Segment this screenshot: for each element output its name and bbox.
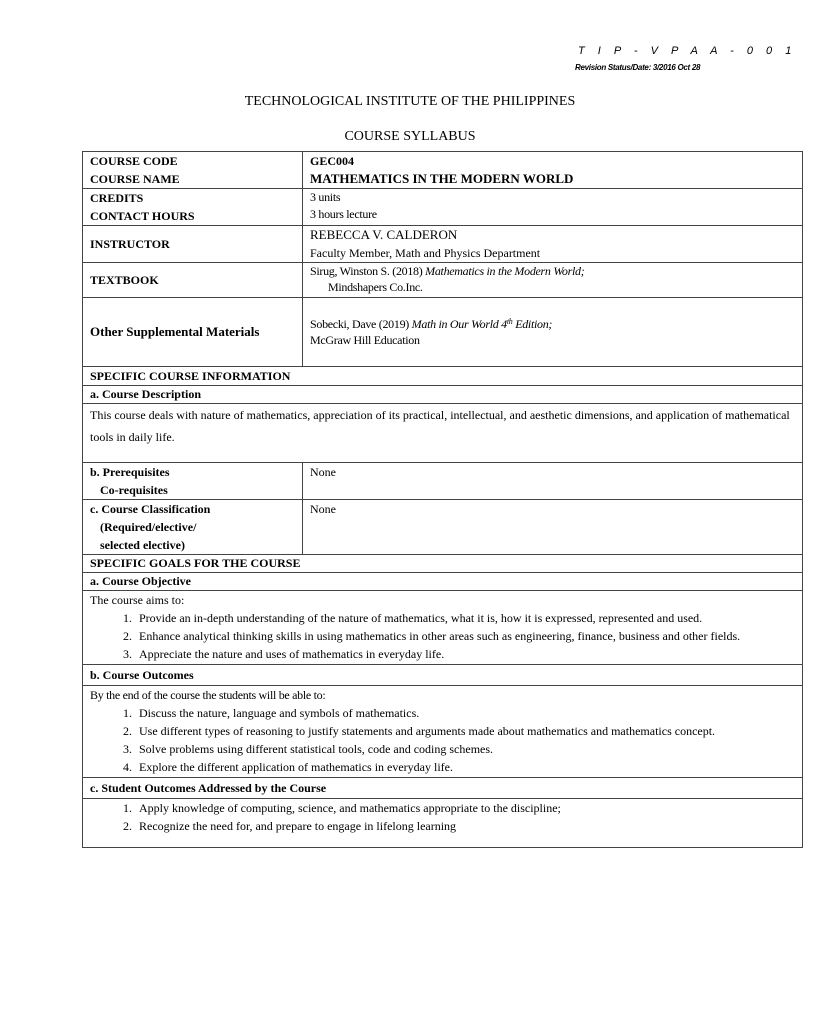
supplemental-title: Math in Our World 4	[411, 317, 507, 331]
corequisites-label: Co-requisites	[100, 483, 168, 497]
course-code-label: COURSE CODE	[90, 154, 178, 168]
institution-name: TECHNOLOGICAL INSTITUTE OF THE PHILIPPINES	[244, 94, 576, 109]
course-information-heading-row	[83, 367, 803, 386]
course-outcomes-label: b. Course Outcomes	[83, 665, 803, 686]
student-outcomes-row	[83, 799, 803, 848]
classification-label-line2: (Required/elective/	[100, 520, 197, 534]
course-outcomes-intro: By the end of the course the students will be able to:	[90, 688, 326, 702]
course-objective-label: a. Course Objective	[83, 573, 803, 591]
textbook-row	[83, 263, 803, 298]
student-outcome-item: 2. Recognize the need for, and prepare to engage in lifelong learning	[135, 817, 802, 835]
credits-value: 3 units	[310, 190, 341, 204]
document-code: T I P - V P A A - 0 0 1	[578, 45, 797, 57]
document-title: COURSE SYLLABUS	[344, 129, 476, 144]
course-objective-cell	[83, 591, 803, 665]
course-objective-item: 3. Appreciate the nature and uses of mathematics in everyday life.	[135, 645, 802, 663]
course-outcomes-row	[83, 686, 803, 778]
prerequisites-label-cell	[83, 463, 303, 500]
course-outcome-item: 4. Explore the different application of mathematics in everyday life.	[135, 758, 742, 776]
course-outcome-item: 1. Discuss the nature, language and symbols of mathematics.	[135, 704, 742, 722]
course-description-text: This course deals with nature of mathematics, appreciation of its practical, intellectual, and aesthetic dimensions, and application of mathematical tools in daily life.	[83, 404, 803, 463]
course-name-value: MATHEMATICS IN THE MODERN WORLD	[310, 171, 574, 186]
supplemental-label: Other Supplemental Materials	[83, 298, 303, 367]
prerequisites-value: None	[303, 463, 803, 500]
course-objective-row	[83, 591, 803, 665]
supplemental-title-superscript: th	[506, 317, 513, 326]
course-objective-list	[90, 609, 802, 663]
classification-label-line3: selected elective)	[100, 538, 185, 552]
credits-label: CREDITS	[90, 191, 144, 205]
course-outcomes-list	[90, 704, 742, 776]
course-objective-item: 2. Enhance analytical thinking skills in using mathematics in other areas such as engineering, finance, business and other fields.	[135, 627, 802, 645]
course-code-label-cell	[83, 152, 303, 189]
revision-status: Revision Status/Date: 3/2016 Oct 28	[575, 63, 701, 72]
course-code-value-cell	[303, 152, 803, 189]
textbook-publisher: Mindshapers Co.Inc.	[328, 280, 423, 294]
supplemental-title-edition: Edition;	[512, 317, 553, 331]
course-goals-heading-row	[83, 555, 803, 573]
textbook-citation	[310, 263, 802, 279]
supplemental-row	[83, 298, 803, 367]
credits-value-cell	[303, 189, 803, 226]
course-outcome-item: 2. Use different types of reasoning to justify statements and arguments made about mathematics and mathematics concept.	[135, 722, 742, 740]
student-outcomes-list	[90, 799, 802, 835]
textbook-value-cell	[303, 263, 803, 298]
instructor-name: REBECCA V. CALDERON	[310, 227, 458, 242]
course-objective-intro: The course aims to:	[90, 593, 185, 607]
course-objective-label-row	[83, 573, 803, 591]
course-goals-heading: SPECIFIC GOALS FOR THE COURSE	[83, 555, 803, 573]
course-outcomes-cell	[83, 686, 803, 778]
textbook-title: Mathematics in the Modern World;	[425, 264, 585, 278]
course-description-label: a. Course Description	[83, 386, 803, 404]
textbook-label: TEXTBOOK	[83, 263, 303, 298]
course-description-row	[83, 404, 803, 463]
student-outcome-item: 1. Apply knowledge of computing, science, and mathematics appropriate to the discipline;	[135, 799, 802, 817]
instructor-row	[83, 226, 803, 263]
credits-label-cell	[83, 189, 303, 226]
supplemental-value-cell	[303, 298, 803, 367]
course-outcomes-label-row	[83, 665, 803, 686]
instructor-value-cell	[303, 226, 803, 263]
supplemental-publisher: McGraw Hill Education	[310, 333, 420, 347]
course-information-heading: SPECIFIC COURSE INFORMATION	[83, 367, 803, 386]
course-objective-item: 1. Provide an in-depth understanding of the nature of mathematics, what it is, how it is expressed, represented and used.	[135, 609, 802, 627]
credits-row	[83, 189, 803, 226]
prerequisites-row	[83, 463, 803, 500]
supplemental-author: Sobecki, Dave (2019)	[310, 317, 412, 331]
student-outcomes-label: c. Student Outcomes Addressed by the Course	[83, 778, 803, 799]
classification-label: c. Course Classification	[90, 502, 211, 516]
prerequisites-label: b. Prerequisites	[90, 465, 170, 479]
textbook-author: Sirug, Winston S. (2018)	[310, 264, 426, 278]
classification-row	[83, 500, 803, 555]
classification-value: None	[303, 500, 803, 555]
student-outcomes-cell	[83, 799, 803, 848]
contact-hours-label: CONTACT HOURS	[90, 209, 195, 223]
instructor-label: INSTRUCTOR	[83, 226, 303, 263]
contact-hours-value: 3 hours lecture	[310, 207, 377, 221]
course-name-label: COURSE NAME	[90, 172, 180, 186]
syllabus-table	[82, 151, 803, 848]
supplemental-citation	[310, 316, 802, 332]
course-outcome-item: 3. Solve problems using different statistical tools, code and coding schemes.	[135, 740, 742, 758]
course-description-label-row	[83, 386, 803, 404]
instructor-title: Faculty Member, Math and Physics Department	[310, 246, 541, 260]
course-code-row	[83, 152, 803, 189]
course-code-value: GEC004	[310, 154, 355, 168]
student-outcomes-label-row	[83, 778, 803, 799]
classification-label-cell	[83, 500, 303, 555]
